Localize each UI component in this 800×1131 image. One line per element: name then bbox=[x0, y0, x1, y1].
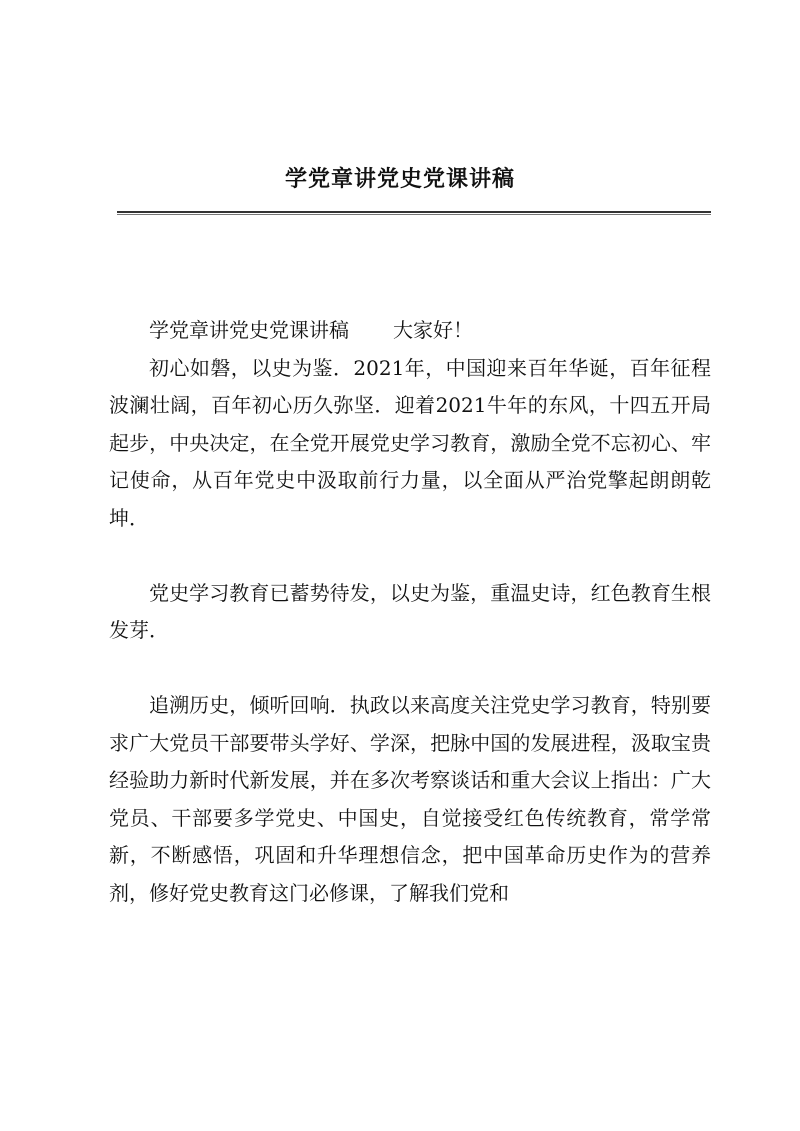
document-title: 学党章讲党史党课讲稿 bbox=[284, 166, 515, 192]
paragraph-spacer bbox=[109, 650, 711, 688]
paragraph-spacer bbox=[109, 537, 711, 575]
paragraph-3: 追溯历史，倾听回响．执政以来高度关注党史学习教育，特别要求广大党员干部要带头学好、学深，把脉中国的发展进程，汲取宝贵经验助力新时代新发展，并在多次考察谈话和重大会议上指出：广大党员、干部要多学党史、中国史，自觉接受红色传统教育，常学常新，不断感悟，巩固和升华理想信念，把中国革命历史作为的营养剂，修好党史教育这门必修课，了解我们党和 bbox=[109, 693, 711, 905]
paragraph-1: 初心如磐，以史为鉴．2021年，中国迎来百年华诞，百年征程波澜壮阔，百年初心历久弥坚．迎着2021牛年的东风，十四五开局起步，中央决定，在全党开展党史学习教育，激励全党不忘初心、牢记使命，从百年党史中汲取前行力量，以全面从严治党擎起朗朗乾坤． bbox=[109, 355, 711, 530]
document-body bbox=[109, 312, 711, 912]
opening-greeting: 大家好！ bbox=[393, 318, 473, 342]
title-divider bbox=[117, 211, 711, 215]
opening-line bbox=[109, 312, 711, 350]
opening-heading: 学党章讲党史党课讲稿 bbox=[149, 318, 349, 342]
paragraph-2: 党史学习教育已蓄势待发，以史为鉴，重温史诗，红色教育生根发芽． bbox=[109, 580, 711, 642]
